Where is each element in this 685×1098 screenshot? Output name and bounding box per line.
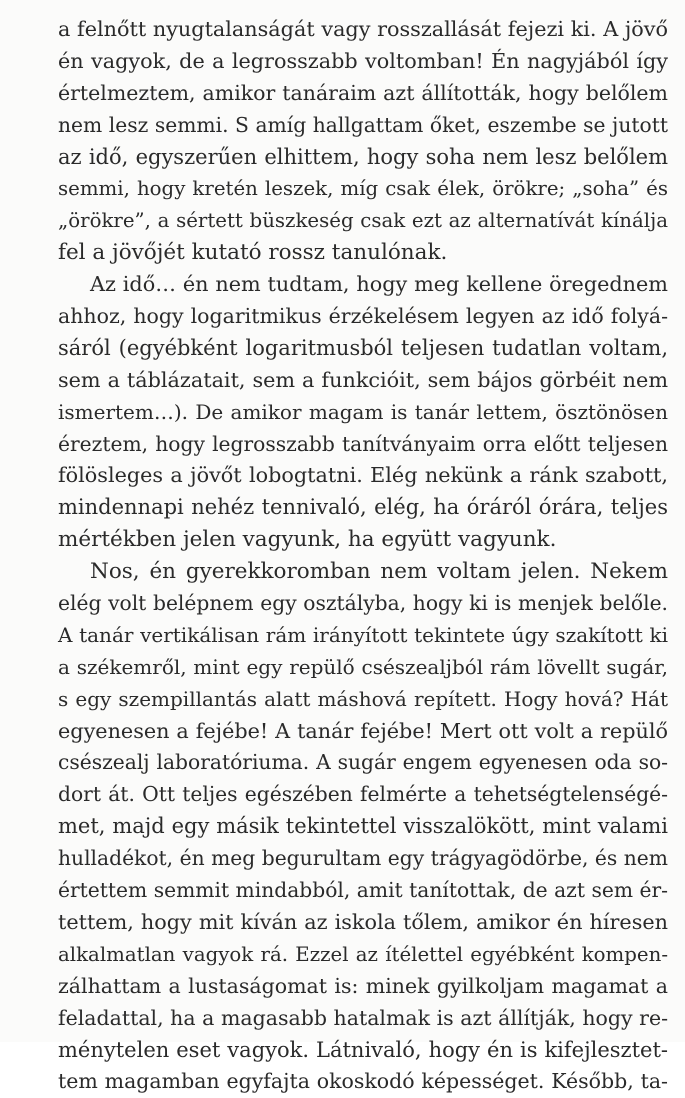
- text-line: a felnőtt nyugtalanságát vagy rosszallását fejezi ki. A jövő: [58, 17, 668, 41]
- text-line: ismertem…). De amikor magam is tanár lettem, ösztönösen: [58, 399, 668, 424]
- text-line: semmi, hogy kretén leszek, míg csak élek, örökre; „soha” és: [58, 177, 668, 201]
- text-line: zálhattam a lustaságomat is: minek gyilkoljam magamat a: [58, 973, 668, 998]
- text-line: az idő, egyszerűen elhittem, hogy soha nem lesz belőlem: [58, 144, 668, 169]
- text-line: ménytelen eset vagyok. Látnivaló, hogy én is kifejlesztet-: [58, 1037, 668, 1062]
- text-line: „örökre”, a sértett büszkeség csak ezt az alternatívát kínálja: [58, 209, 668, 233]
- paragraph-start-line: Az idő… én nem tudtam, hogy meg kellene öregednem: [90, 272, 668, 297]
- text-line: sem a táblázatait, sem a funkcióit, sem bájos görbéit nem: [58, 367, 668, 392]
- text-line: mindennapi nehéz tennivaló, elég, ha óráról órára, teljes: [58, 495, 668, 520]
- paragraph-start-line: Nos, én gyerekkoromban nem voltam jelen. Nekem: [90, 559, 668, 585]
- text-line: mértékben jelen vagyunk, ha együtt vagyunk.: [58, 527, 557, 553]
- text-line: elég volt belépnem egy osztályba, hogy ki is menjek belőle.: [58, 591, 668, 616]
- text-line: hulladékot, én meg begurultam egy trágyagödörbe, és nem: [58, 846, 668, 871]
- text-line: met, majd egy másik tekintettel visszalökött, mint valami: [58, 814, 668, 839]
- text-line: s egy szempillantás alatt máshová repített. Hogy hová? Hát: [58, 686, 668, 711]
- text-line: tettem, hogy mit kíván az iskola tőlem, amikor én híresen: [58, 909, 668, 934]
- text-line: a székemről, mint egy repülő csészealjból rám lövellt sugár,: [58, 654, 668, 679]
- text-line: egyenesen a fejébe! A tanár fejébe! Mert ott volt a repülő: [58, 718, 668, 743]
- text-line: dort át. Ott teljes egészében felmérte a tehetségtelenségé-: [58, 782, 668, 807]
- text-line: A tanár vertikálisan rám irányított tekintete úgy szakított ki: [58, 622, 668, 647]
- text-line: csészealj laboratóriuma. A sugár engem egyenesen oda so-: [58, 750, 668, 775]
- text-line: nem lesz semmi. S amíg hallgattam őket, eszembe se jutott: [58, 112, 668, 137]
- text-line: ahhoz, hogy logaritmikus érzékelésem legyen az idő folyá-: [58, 304, 668, 329]
- text-line: fel a jövőjét kutató rossz tanulónak.: [58, 240, 448, 266]
- text-line: feladattal, ha a magasabb hatalmak is azt állítják, hogy re-: [58, 1005, 668, 1030]
- text-line: értettem semmit mindabból, amit tanítottak, de azt sem ér-: [58, 878, 668, 903]
- text-line: fölösleges a jövőt lobogtatni. Elég nekünk a ránk szabott,: [58, 463, 668, 488]
- text-line: éreztem, hogy legrosszabb tanítványaim orra előtt teljesen: [58, 431, 668, 456]
- text-line: tem magamban egyfajta okoskodó képességet. Később, ta-: [58, 1069, 668, 1094]
- text-line: értelmeztem, amikor tanáraim azt állították, hogy belőlem: [58, 80, 668, 105]
- text-line: én vagyok, de a legrosszabb voltomban! Én nagyjából így: [58, 48, 668, 73]
- text-line: sáról (egyébként logaritmusból teljesen tudatlan voltam,: [58, 335, 668, 360]
- body-text: [58, 14, 668, 1098]
- text-line: alkalmatlan vagyok rá. Ezzel az ítélettel egyébként kompen-: [58, 942, 668, 966]
